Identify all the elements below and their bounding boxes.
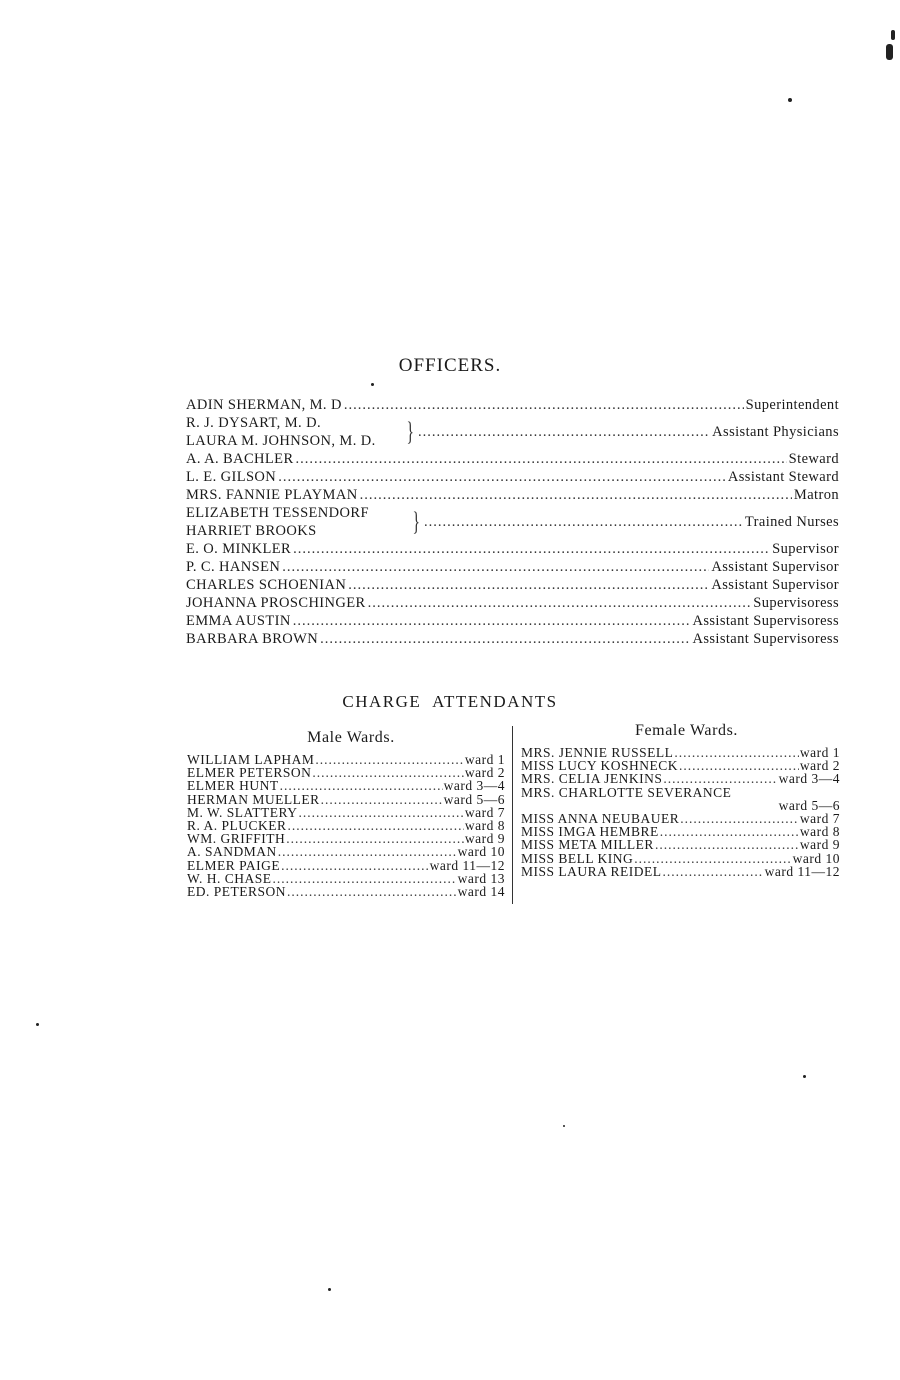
attendant-row — [521, 865, 840, 878]
officer-name: HARRIET BROOKS — [186, 523, 317, 539]
attendant-name: MISS BELL KING — [521, 850, 634, 866]
attendant-name: MISS LAURA REIDEL — [521, 863, 662, 879]
female-wards-column — [521, 722, 840, 878]
attendant-row — [187, 845, 505, 858]
officer-name: P. C. HANSEN — [186, 559, 281, 575]
attendant-name: MRS. JENNIE RUSSELL — [521, 745, 674, 760]
officer-title: Superintendent — [745, 397, 839, 413]
officer-title: Assistant Supervisor — [711, 559, 839, 575]
ward-number: ward 1 — [464, 752, 505, 767]
dot-leader — [418, 424, 710, 441]
dot-leader — [293, 613, 691, 630]
ward-number: ward 8 — [464, 817, 505, 833]
ward-number: ward 13 — [457, 870, 505, 886]
dot-leader — [663, 865, 764, 878]
officers-heading: OFFICERS. — [398, 355, 502, 376]
attendant-row — [521, 772, 840, 785]
officer-row — [186, 631, 839, 649]
officer-name: ADIN SHERMAN, M. D — [186, 397, 342, 413]
officer-row — [186, 397, 839, 415]
officer-title: Assistant Steward — [727, 469, 839, 485]
officer-group-title — [424, 514, 839, 531]
ward-number: ward 11—12 — [429, 857, 505, 873]
ward-number: ward 5—6 — [778, 797, 840, 813]
attendant-row — [187, 806, 505, 819]
attendant-name: ELMER HUNT — [187, 778, 279, 794]
scan-speck — [371, 383, 374, 386]
officer-row — [186, 613, 839, 631]
attendant-name: MRS. CELIA JENKINS — [521, 771, 663, 787]
officer-title: Assistant Supervisor — [711, 577, 839, 593]
dot-leader — [282, 559, 709, 576]
officer-name: CHARLES SCHOENIAN — [186, 577, 347, 593]
officers-list — [186, 397, 839, 649]
officer-row — [186, 595, 839, 613]
ward-number: ward 11—12 — [764, 863, 840, 879]
brace-glyph: } — [412, 507, 420, 536]
dot-leader — [299, 806, 464, 819]
attendant-name: R. A. PLUCKER — [187, 817, 287, 833]
dot-leader — [312, 766, 463, 779]
dot-leader — [280, 779, 443, 792]
officer-row — [186, 577, 839, 595]
scan-speck — [788, 98, 792, 102]
scan-speck — [328, 1288, 331, 1291]
attendant-row — [187, 793, 505, 806]
ward-number: ward 1 — [799, 745, 840, 760]
dot-leader — [278, 845, 457, 858]
officer-row — [186, 541, 839, 559]
dot-leader — [660, 825, 799, 838]
officer-name: JOHANNA PROSCHINGER — [186, 595, 366, 611]
attendant-name: MISS META MILLER — [521, 837, 654, 853]
scan-speck — [36, 1023, 39, 1026]
charge-attendants-heading: CHARGE ATTENDANTS — [342, 692, 558, 711]
officer-name: EMMA AUSTIN — [186, 613, 291, 629]
attendant-row — [187, 779, 505, 792]
attendant-name: A. SANDMAN — [187, 844, 277, 860]
dot-leader — [315, 753, 464, 766]
ward-number: ward 10 — [457, 844, 505, 860]
officer-title: Trained Nurses — [744, 514, 839, 530]
attendant-name: HERMAN MUELLER — [187, 791, 320, 807]
dot-leader — [360, 487, 792, 504]
officer-name: BARBARA BROWN — [186, 631, 319, 647]
officer-title: Assistant Supervisoress — [692, 631, 839, 647]
dot-leader — [278, 469, 726, 486]
attendant-name: MISS LUCY KOSHNECK — [521, 758, 679, 774]
attendant-row — [521, 786, 840, 812]
dot-leader — [293, 541, 770, 558]
attendant-name: ED. PETERSON — [187, 883, 287, 899]
dot-leader — [368, 595, 752, 612]
ward-number: ward 7 — [464, 804, 505, 820]
attendant-name: MISS ANNA NEUBAUER — [521, 810, 680, 826]
ward-number: ward 8 — [799, 824, 840, 840]
male-wards-heading: Male Wards. — [307, 729, 395, 746]
attendant-row — [187, 872, 505, 885]
attendant-name: ELMER PAIGE — [187, 857, 281, 873]
attendant-name: MISS IMGA HEMBRE — [521, 824, 659, 840]
officer-group-title — [418, 424, 839, 441]
attendant-row — [521, 852, 840, 865]
officer-title: Assistant Supervisoress — [692, 613, 839, 629]
female-wards-heading: Female Wards. — [634, 722, 739, 739]
officer-title: Supervisoress — [753, 595, 839, 611]
dot-leader — [321, 793, 443, 806]
scan-speck — [886, 44, 893, 60]
dot-leader — [663, 772, 777, 785]
officer-name: LAURA M. JOHNSON, M. D. — [186, 433, 376, 449]
male-wards-column — [187, 729, 505, 898]
ward-number: ward 9 — [464, 831, 505, 847]
attendant-name: ELMER PETERSON — [187, 765, 312, 781]
officer-title: Supervisor — [772, 541, 839, 557]
ward-number: ward 9 — [799, 837, 840, 853]
dot-leader — [288, 819, 464, 832]
officer-name: L. E. GILSON — [186, 469, 277, 485]
dot-leader — [680, 812, 799, 825]
scan-speck — [563, 1125, 565, 1127]
dot-leader — [286, 832, 464, 845]
officer-row — [186, 451, 839, 469]
dot-leader — [296, 451, 787, 468]
dot-leader — [281, 859, 428, 872]
attendant-name: WM. GRIFFITH — [187, 831, 286, 847]
officer-name: A. A. BACHLER — [186, 451, 294, 467]
column-divider — [512, 726, 513, 904]
attendant-name: WILLIAM LAPHAM — [187, 752, 315, 767]
attendant-name: M. W. SLATTERY — [187, 804, 298, 820]
officer-name: E. O. MINKLER — [186, 541, 292, 557]
attendant-row — [187, 885, 505, 898]
dot-leader — [424, 514, 743, 531]
officer-name: R. J. DYSART, M. D. — [186, 415, 321, 431]
scan-speck — [803, 1075, 806, 1078]
ward-number: ward 10 — [792, 850, 840, 866]
ward-number: ward 5—6 — [443, 791, 505, 807]
dot-leader — [320, 631, 690, 648]
ward-number: ward 14 — [457, 883, 505, 899]
ward-number: ward 2 — [799, 758, 840, 774]
officer-row — [186, 469, 839, 487]
officer-row — [186, 559, 839, 577]
officer-group — [186, 505, 839, 541]
dot-leader — [634, 852, 791, 865]
dot-leader — [655, 838, 799, 851]
officer-title: Steward — [788, 451, 839, 467]
officer-title: Matron — [793, 487, 839, 503]
ward-number: ward 3—4 — [778, 771, 840, 787]
officer-group — [186, 415, 839, 451]
ward-number: ward 2 — [464, 765, 505, 781]
dot-leader — [344, 397, 744, 414]
dot-leader — [273, 872, 457, 885]
officer-name: ELIZABETH TESSENDORF — [186, 505, 369, 521]
attendant-row — [521, 838, 840, 851]
dot-leader — [348, 577, 709, 594]
attendant-name: W. H. CHASE — [187, 870, 272, 886]
ward-number: ward 7 — [799, 810, 840, 826]
scan-speck — [891, 30, 895, 40]
attendant-row — [187, 859, 505, 872]
brace-glyph: } — [406, 417, 414, 446]
dot-leader — [287, 885, 457, 898]
dot-leader — [674, 746, 798, 759]
officer-name: MRS. FANNIE PLAYMAN — [186, 487, 358, 503]
officer-row — [186, 487, 839, 505]
officer-title: Assistant Physicians — [712, 424, 839, 440]
ward-number: ward 3—4 — [443, 778, 505, 794]
attendant-name: MRS. CHARLOTTE SEVERANCE — [521, 784, 732, 800]
